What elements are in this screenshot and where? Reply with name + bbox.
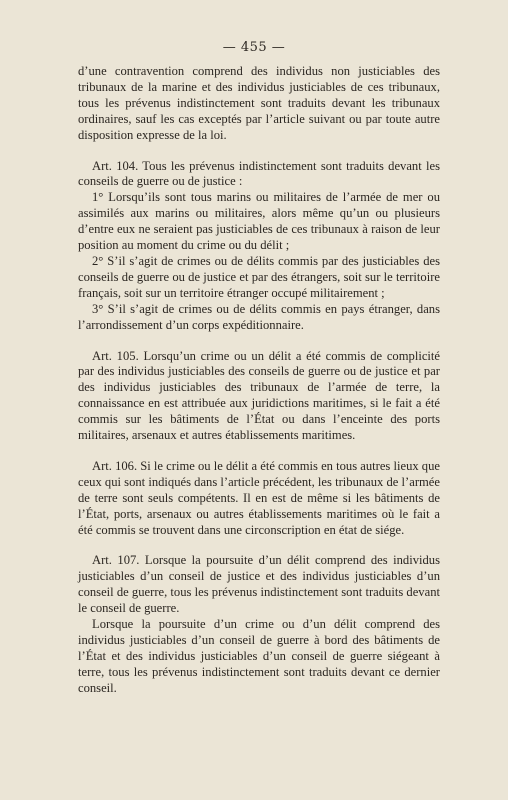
article-104-heading: Art. 104. Tous les prévenus indistinctement sont traduits devant les conseils de guerre ou de justice : <box>78 158 440 189</box>
page-number: — 455 — <box>222 40 286 55</box>
paragraph-continuation: d’une contravention comprend des individus non justiciables des tribunaux de la marine et des individus justiciables de ces tribunaux, tous les prévenus indistinctement sont traduits devant les tribunaux ordinaires, sauf les cas exceptés par l’article suivant ou par toute autre disposition expresse de la loi. <box>78 64 440 142</box>
article-106: Art. 106. Si le crime ou le délit a été commis en tous autres lieux que ceux qui sont indiqués dans l’article précédent, les tribunaux de l’armée de terre sont seuls compétents. Il en est de même si les bâtiments de l’État, ports, arsenaux ou autres établissements maritimes où le fait a été commis se trouvent dans une circonscription en état de siége. <box>78 458 440 537</box>
body-text <box>78 64 440 697</box>
article-104-item-1: 1° Lorsqu’ils sont tous marins ou militaires de l’armée de mer ou assimilés aux marins ou militaires, alors même qu’un ou plusieurs d’entre eux ne seraient pas justiciables de ces tribunaux à raison de leur position au moment du crime ou du délit ; <box>78 190 440 253</box>
article-105: Art. 105. Lorsqu’un crime ou un délit a été commis de complicité par des individus justiciables des conseils de guerre ou de justice et par des individus justiciables des tribunaux de l’armée de terre, la connaissance en est attribuée aux juridictions maritimes, si le fait a été commis sur les bâtiments de l’État ou dans l’enceinte des ports militaires, arsenaux et autres établissements maritimes. <box>78 348 440 443</box>
article-107-paragraph-2: Lorsque la poursuite d’un crime ou d’un délit comprend des individus justiciables d’un conseil de guerre à bord des bâtiments de l’État et des individus justiciables d’un conseil de guerre siégeant à terre, tous les prévenus indistinctement sont traduits devant ce dernier conseil. <box>78 617 440 695</box>
article-104-item-3: 3° S’il s’agit de crimes ou de délits commis en pays étranger, dans l’arrondissement d’un corps expéditionnaire. <box>78 301 440 332</box>
article-104-item-2: 2° S’il s’agit de crimes ou de délits commis par des justiciables des conseils de guerre ou de justice et par des étrangers, soit sur le territoire français, soit sur un territoire étranger occupé militairement ; <box>78 253 440 300</box>
article-107: Art. 107. Lorsque la poursuite d’un délit comprend des individus justiciables d’un conseil de justice et des individus justiciables d’un conseil de guerre, tous les prévenus indistinctement sont traduits devant le conseil de guerre. <box>78 553 440 616</box>
